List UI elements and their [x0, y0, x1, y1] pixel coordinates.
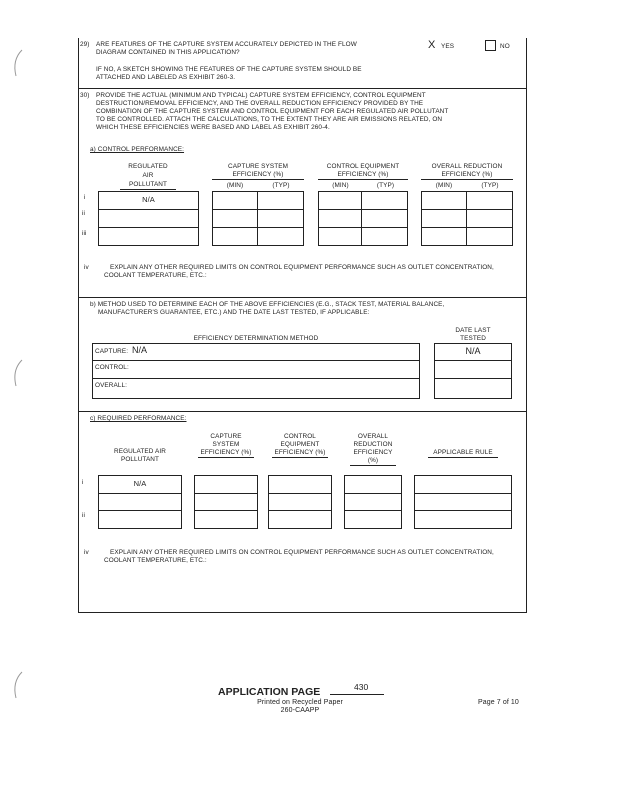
a-col-pollutant-1: REGULATED [128, 163, 168, 170]
b-col-date-1: DATE LAST [455, 327, 491, 334]
c-col-control-2: EQUIPMENT [280, 441, 320, 448]
c-iv-line1: EXPLAIN ANY OTHER REQUIRED LIMITS ON CONTROL EQUIPMENT PERFORMANCE SUCH AS OUTLET CONCENTRATION, [110, 549, 494, 556]
yes-label: YES [441, 43, 455, 50]
c-col-control-1: CONTROL [284, 433, 316, 440]
footer-title: APPLICATION PAGE [218, 686, 321, 698]
a-row-label-iii: iii [82, 230, 87, 237]
c-col-pollutant-1: REGULATED AIR [114, 448, 166, 455]
a-pollutant-value[interactable]: N/A [142, 195, 155, 204]
q29-ifno-line2: ATTACHED AND LABELED AS EXHIBIT 260-3. [96, 74, 236, 81]
c-col-control-3: EFFICIENCY (%) [274, 449, 326, 456]
b-row-capture: CAPTURE: [95, 348, 129, 355]
c-col-overall-1: OVERALL [357, 433, 389, 440]
section-b-line2: MANUFACTURER'S GUARANTEE, ETC.) AND THE DATE LAST TESTED, IF APPLICABLE: [98, 309, 370, 316]
c-col-overall-3: EFFICIENCY [353, 449, 393, 456]
a-col-control-2: EFFICIENCY (%) [337, 171, 389, 178]
footer-printed: Printed on Recycled Paper [257, 699, 343, 706]
q29-line2: DIAGRAM CONTAINED IN THIS APPLICATION? [96, 49, 240, 56]
q30-line-2: DESTRUCTION/REMOVAL EFFICIENCY, AND THE OVERALL REDUCTION EFFICIENCY PROVIDED BY THE [96, 100, 424, 107]
a-iv-label: iv [84, 264, 89, 271]
q30-line-3: COMBINATION OF THE CAPTURE SYSTEM AND CONTROL EQUIPMENT FOR EACH REGULATED AIR POLLUTANT [96, 108, 449, 115]
a-overall-min: (MIN) [435, 182, 453, 189]
b-row-control: CONTROL: [95, 364, 129, 371]
c-iv-line2: COOLANT TEMPERATURE, ETC.: [104, 557, 207, 564]
a-row-label-i: i [84, 194, 86, 201]
c-row-label-ii: ii [82, 512, 86, 519]
q29-ifno-line1: IF NO, A SKETCH SHOWING THE FEATURES OF THE CAPTURE SYSTEM SHOULD BE [96, 66, 362, 73]
a-iv-line2: COOLANT TEMPERATURE, ETC.: [104, 272, 207, 279]
section-b-line1: b) METHOD USED TO DETERMINE EACH OF THE ABOVE EFFICIENCIES (E.G., STACK TEST, MATERIAL BALANCE, [90, 301, 445, 308]
c-iv-label: iv [84, 549, 89, 556]
a-col-overall-1: OVERALL REDUCTION [431, 163, 503, 170]
binder-mark-top [15, 50, 22, 76]
a-control-min: (MIN) [332, 182, 349, 189]
a-col-capture-2: EFFICIENCY (%) [232, 171, 284, 178]
a-col-pollutant-2: AIR [142, 172, 154, 179]
q30-line-5: WHICH THESE EFFICIENCIES WERE BASED AND LABEL AS EXHIBIT 260-4. [96, 124, 330, 131]
b-col-method: EFFICIENCY DETERMINATION METHOD [193, 335, 319, 342]
c-col-overall-4: (%) [367, 457, 379, 464]
c-col-capture-3: EFFICIENCY (%) [200, 449, 252, 456]
c-col-capture-2: SYSTEM [212, 441, 240, 448]
section-a-title: a) CONTROL PERFORMANCE: [90, 146, 185, 153]
a-row-label-ii: ii [82, 210, 86, 217]
b-row-overall: OVERALL: [95, 382, 128, 389]
section-c-title: c) REQUIRED PERFORMANCE: [90, 415, 187, 422]
a-iv-line1: EXPLAIN ANY OTHER REQUIRED LIMITS ON CONTROL EQUIPMENT PERFORMANCE SUCH AS OUTLET CONCENTRATION, [110, 264, 494, 271]
a-capture-min: (MIN) [226, 182, 244, 189]
a-col-pollutant-3: POLLUTANT [128, 181, 168, 188]
a-capture-typ: (TYP) [272, 182, 290, 189]
c-row-label-i: i [82, 479, 84, 486]
footer-page-number: 430 [354, 682, 369, 692]
c-col-capture-1: CAPTURE [210, 433, 242, 440]
footer-form-number: 260-CAAPP [280, 707, 320, 714]
q30-line-1: PROVIDE THE ACTUAL (MINIMUM AND TYPICAL) CAPTURE SYSTEM EFFICIENCY, CONTROL EQUIPMENT [96, 92, 426, 99]
c-col-rule: APPLICABLE RULE [433, 449, 493, 456]
c-pollutant-value[interactable]: N/A [133, 479, 147, 488]
yes-check-mark: X [428, 39, 436, 51]
no-label: NO [500, 43, 510, 50]
a-control-typ: (TYP) [376, 182, 395, 189]
b-col-date-2: TESTED [460, 335, 486, 342]
binder-mark-middle [15, 360, 22, 386]
a-overall-typ: (TYP) [481, 182, 499, 189]
q30-number: 30) [80, 92, 90, 99]
footer-page-of: Page 7 of 10 [478, 699, 519, 706]
a-col-overall-2: EFFICIENCY (%) [441, 171, 493, 178]
a-col-control-1: CONTROL EQUIPMENT [326, 163, 400, 170]
q30-line-4: TO BE CONTROLLED. ATTACH THE CALCULATIONS, TO THE EXTENT THEY ARE AIR EMISSIONS RELATED, ON [96, 116, 443, 123]
q29-number: 29) [80, 41, 90, 48]
b-date-value[interactable]: N/A [465, 346, 481, 356]
b-capture-value[interactable]: N/A [132, 345, 148, 355]
q29-line1: ARE FEATURES OF THE CAPTURE SYSTEM ACCURATELY DEPICTED IN THE FLOW [96, 41, 357, 48]
a-col-capture-1: CAPTURE SYSTEM [228, 163, 288, 170]
c-col-overall-2: REDUCTION [353, 441, 393, 448]
c-col-pollutant-2: POLLUTANT [120, 456, 160, 463]
binder-mark-bottom [15, 672, 22, 698]
